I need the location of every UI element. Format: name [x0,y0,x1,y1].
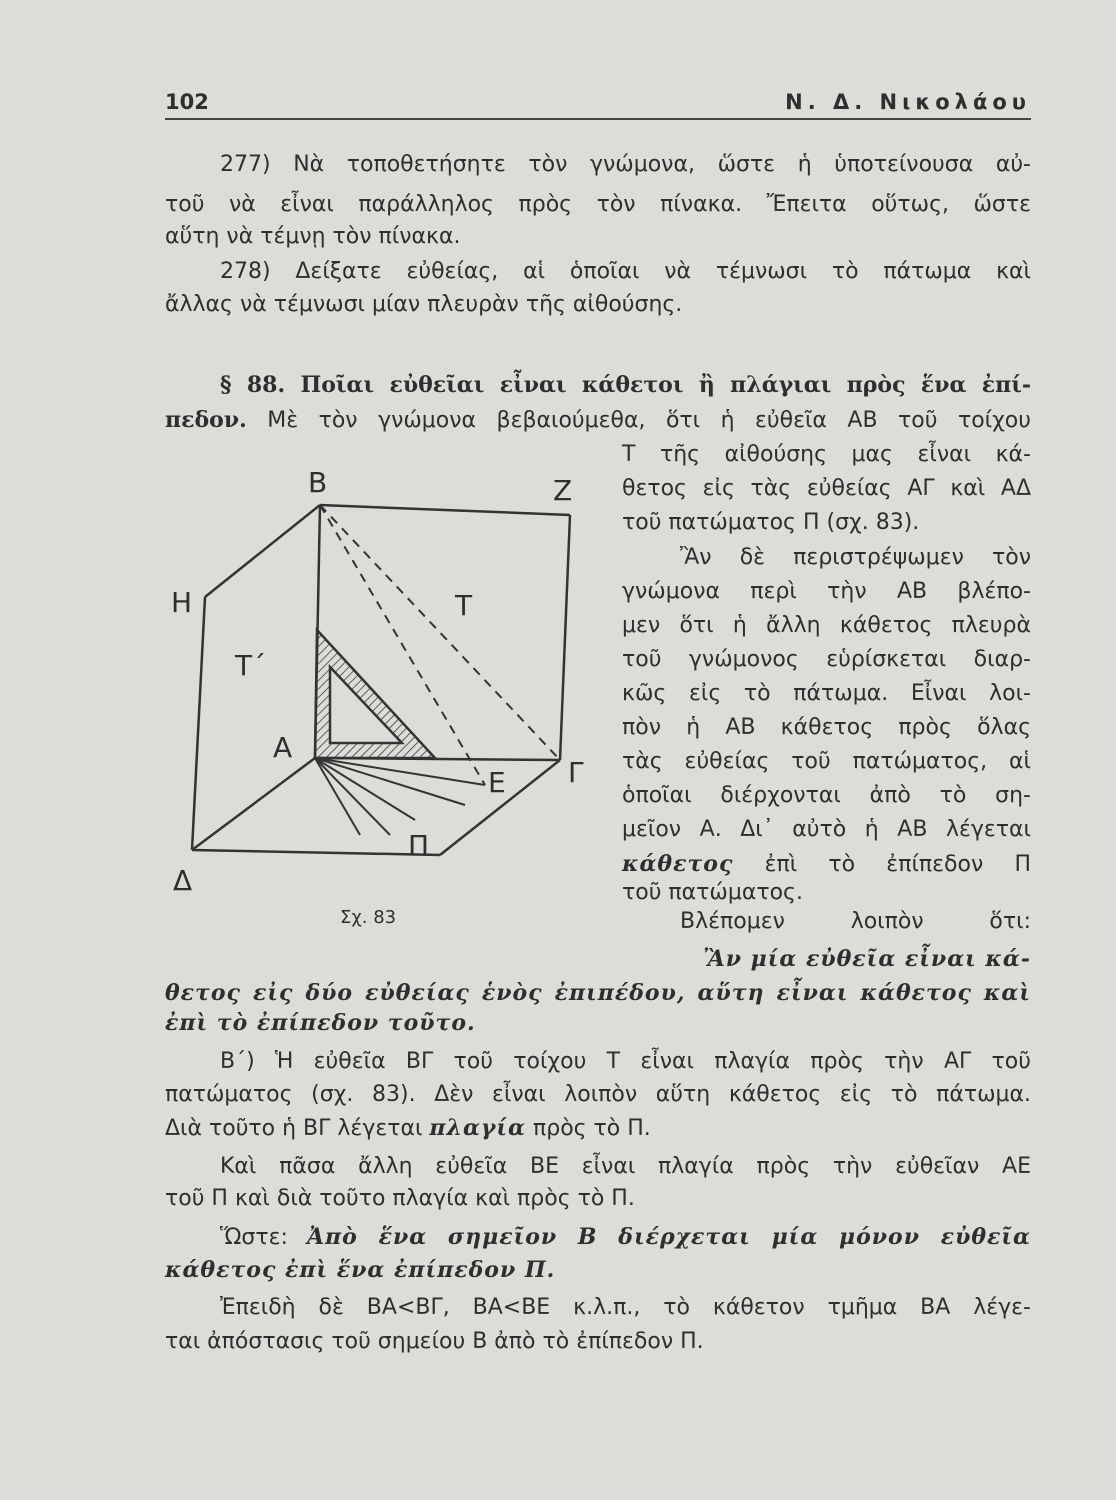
label-t: Τ [455,589,473,622]
edge-bz [320,505,570,515]
ray-ae [315,758,485,785]
side-text-15: Βλέπομεν λοιπὸν ὅτι: [680,909,1031,934]
section-intro-line [165,405,1031,435]
theorem-line-3: ἐπὶ τὸ ἐπίπεδον τοῦτο. [165,1010,476,1036]
part-b-line-5: τοῦ Π καὶ διὰ τοῦτο πλαγία καὶ πρὸς τὸ Π. [165,1186,635,1211]
label-b: Β [308,466,328,499]
label-h: Η [171,586,193,619]
side-text-13-rest: ἐπὶ τὸ ἐπίπεδον Π [733,852,1031,877]
exercise-277-line-1: 277) Νὰ τοποθετήσητε τὸν γνώμονα, ὥστε ἡ ὑποτείνουσα αὐ- [220,152,1031,177]
side-text-11: ὁποῖαι διέρχονται ἀπὸ τὸ ση- [622,783,1031,808]
part-b-line-4: Καὶ πᾶσα ἄλλη εὐθεῖα ΒΕ εἶναι πλαγία πρὸς τὴν εὐθεῖαν ΑΕ [220,1154,1031,1179]
edge-hd [192,597,205,850]
label-z: Ζ [553,474,573,507]
dashed-bg [320,505,560,760]
exercise-277-line-3: αὕτη νὰ τέμνῃ τὸν πίνακα. [165,224,461,249]
side-text-2: θετος εἰς τὰς εὐθείας ΑΓ καὶ ΑΔ [622,476,1031,501]
part-b-line-6 [220,1222,1031,1252]
part-b-line-3-a: Διὰ τοῦτο ἡ ΒΓ λέγεται [165,1116,430,1141]
side-text-8: κῶς εἰς τὸ πάτωμα. Εἶναι λοι- [622,681,1031,706]
side-text-14: τοῦ πατώματος. [622,880,803,905]
term-kathetos: κάθετος [622,851,734,877]
theorem-line-1: Ἂν μία εὐθεῖα εἶναι κά- [703,946,1031,972]
exercise-277-line-2: τοῦ νὰ εἶναι παράλληλος πρὸς τὸν πίνακα. Ἔπειτα οὕτως, ὥστε [165,192,1031,217]
side-text-13 [622,849,1031,879]
theorem-line-2: θετος εἰς δύο εὐθείας ἑνὸς ἐπιπέδου, αὕτη εἶναι κάθετος καὶ [165,980,1031,1006]
label-e: Ε [488,766,506,799]
side-text-1: Τ τῆς αἰθούσης μας εἶναι κά- [622,442,1031,467]
part-b-line-7: κάθετος ἐπὶ ἕνα ἐπίπεδον Π. [165,1257,556,1283]
part-b-line-6-a: Ὥστε: [220,1225,307,1250]
term-plagia: πλαγία [429,1115,526,1141]
running-head [165,88,1031,120]
edge-ad [192,758,315,850]
page-number: 102 [165,90,209,114]
section-title-line-2: πεδον. [165,407,247,433]
set-square [315,630,435,758]
figure-83 [165,460,605,940]
edge-dp [192,850,440,855]
side-text-10: τὰς εὐθείας τοῦ πατώματος, αἱ [622,749,1031,774]
side-text-7: τοῦ γνώμονος εὑρίσκεται διαρ- [622,647,1031,672]
label-p: Π [408,829,430,862]
side-text-3: τοῦ πατώματος Π (σχ. 83). [622,510,920,535]
part-b-line-3 [165,1113,1031,1143]
exercise-278-line-1: 278) Δείξατε εὐθείας, αἱ ὁποῖαι νὰ τέμνωσι τὸ πάτωμα καὶ [220,259,1031,284]
section-intro-text: Μὲ τὸν γνώμονα βεβαιούμεθα, ὅτι ἡ εὐθεῖα ΑΒ τοῦ τοίχου [267,408,1031,433]
side-text-9: πὸν ἡ ΑΒ κάθετος πρὸς ὅλας [622,715,1031,740]
part-b-line-8: Ἐπειδὴ δὲ ΒΑ<ΒΓ, ΒΑ<ΒΕ κ.λ.π., τὸ κάθετον τμῆμα ΒΑ λέγε- [220,1295,1031,1320]
side-text-5: γνώμονα περὶ τὴν ΑΒ βλέπο- [622,579,1031,604]
conclusion-emphasis: Ἀπὸ ἕνα σημεῖον Β διέρχεται μία μόνον εὐθεῖα [306,1224,1031,1250]
part-b-line-3-b: πρὸς τὸ Π. [525,1116,651,1141]
section-title-line-1: § 88. Ποῖαι εὐθεῖαι εἶναι κάθετοι ἢ πλάγιαι πρὸς ἕνα ἐπί- [220,372,1031,398]
exercise-278-line-2: ἄλλας νὰ τέμνωσι μίαν πλευρὰν τῆς αἰθούσης. [165,292,683,317]
label-g: Γ [568,756,584,789]
label-t-prime: Τ΄ [235,649,267,682]
figure-83-diagram [165,460,605,940]
author-name: Ν. Δ. Νικολάου [785,90,1031,114]
side-text-6: μεν ὅτι ἡ ἄλλη κάθετος πλευρὰ [622,613,1031,638]
part-b-line-2: πατώματος (σχ. 83). Δὲν εἶναι λοιπὸν αὕτη κάθετος εἰς τὸ πάτωμα. [165,1082,1031,1107]
side-text-4: Ἂν δὲ περιστρέψωμεν τὸν [680,545,1031,570]
figure-caption: Σχ. 83 [340,907,397,928]
label-a: Α [273,731,293,764]
edge-zg [560,515,570,760]
side-text-12: μεῖον Α. Δι᾽ αὐτὸ ἡ ΑΒ λέγεται [622,817,1031,842]
edge-bh [205,505,320,597]
label-d: Δ [173,864,193,897]
part-b-line-1: Β΄) Ἡ εὐθεῖα ΒΓ τοῦ τοίχου Τ εἶναι πλαγία πρὸς τὴν ΑΓ τοῦ [220,1049,1031,1074]
part-b-line-9: ται ἀπόστασις τοῦ σημείου Β ἀπὸ τὸ ἐπίπεδον Π. [165,1329,704,1354]
